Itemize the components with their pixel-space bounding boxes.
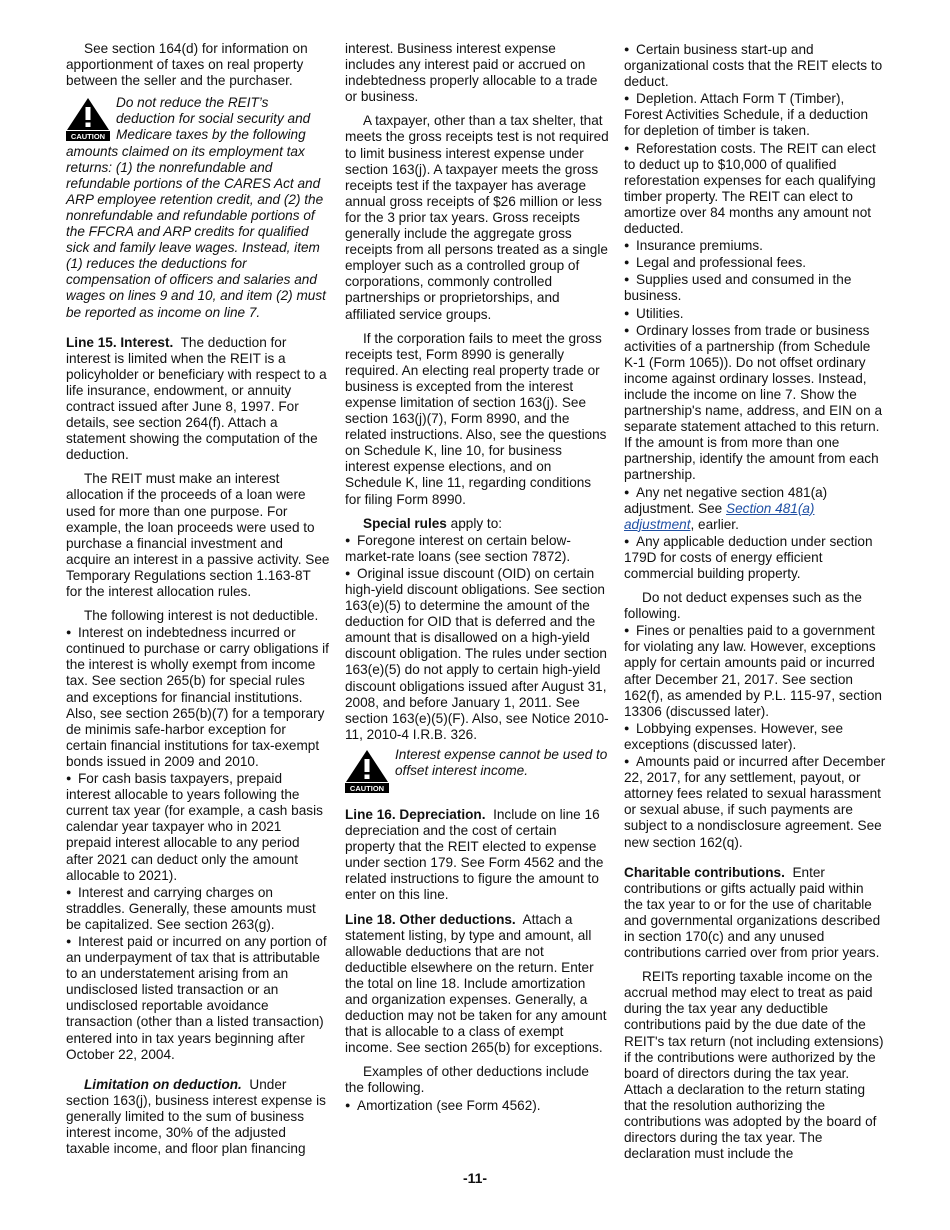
list-item: ● Legal and professional fees. [624, 255, 807, 271]
list-item: ● Ordinary losses from trade or business activities of a partnership (from Schedule K-1 (Form 1065)). Do not offset ordinary income against ordinary losses. Instead, include the income on line 7. Show the partnership's name, address, and EIN on a separate statement attached to this return. If the amount is from more than one partnership, identify the amount from each partnership. [624, 322, 883, 483]
line-18-heading: Line 18. Other deductions. [345, 911, 516, 927]
list-item: ● Lobbying expenses. However, see exceptions (discussed later). [624, 720, 844, 752]
caution-note-1 [66, 95, 330, 320]
bullet-icon: ● [624, 44, 630, 54]
section-481a-link[interactable]: Section 481(a) adjustment [624, 500, 815, 532]
line-16-paragraph: Line 16. Depreciation. Include on line 16 depreciation and the cost of certain property that the REIT elected to expense under section 179. See Form 4562 and the related instructions to figure the amount to enter on this line. [345, 806, 604, 903]
caution-icon [345, 749, 389, 793]
list-item: ● Insurance premiums. [624, 238, 763, 254]
bullet-icon: ● [624, 93, 630, 104]
list-item: ● Any net negative section 481(a) adjustment. See Section 481(a) adjustment, earlier. [624, 484, 828, 532]
bullet-icon: ● [66, 627, 72, 638]
caution-text-1: Do not reduce the REIT’s deduction for social security and Medicare taxes by the following amounts claimed on its employment tax returns: (1) the nonrefundable and refundable portions of the CARES Act and ARP employee retention credit, and (2) the nonrefundable and refundable portions of the FFCRA and ARP credits for qualified sick and family leave wages. Instead, item (1) reduces the deductions for compensation of officers and salaries and wages on lines 9 and 10, and item (2) must be reported as income on line 7. [66, 95, 326, 320]
page-number: -11- [462, 1170, 488, 1186]
bullet-icon: ● [345, 1099, 351, 1110]
line-18-paragraph: Line 18. Other deductions. Attach a statement listing, by type and amount, all allowable deductions that are not deductible elsewhere on the return. Enter the total on line 18. Include amortization and organization expenses. Generally, a deduction may not be taken for any amount that is allocable to a class of exempt income. See section 265(b) for exceptions. [345, 911, 607, 1056]
list-item: ● Depletion. Attach Form T (Timber), Forest Activities Schedule, if a deduction for depletion of timber is taken. [624, 91, 869, 139]
paragraph-taxpayer: A taxpayer, other than a tax shelter, that meets the gross receipts test is not required to limit business interest expense under section 163(j). A taxpayer meets the gross receipts test if the taxpayer has average annual gross receipts of $26 million or less for the 3 prior tax years. Gross receipts generally include the aggregate gross receipts from all persons treated as a single employer such as a controlled group of corporations, commonly controlled partnerships or proprietorships, and affiliated service groups. [345, 113, 609, 322]
line-15-heading: Line 15. Interest. [66, 334, 174, 350]
list-item: ● Amortization (see Form 4562). [345, 1097, 541, 1113]
caution-label: CAUTION [70, 132, 106, 142]
bullet-icon: ● [624, 307, 630, 318]
list-item: ● Certain business start-up and organizational costs that the REIT elects to deduct. [624, 42, 883, 90]
list-item: ● Interest and carrying charges on straddles. Generally, these amounts must be capitalized. See section 263(g). [66, 884, 316, 932]
list-item: ● Foregone interest on certain below-market-rate loans (see section 7872). [345, 532, 571, 564]
line-15-text: The deduction for interest is limited when the REIT is a policyholder or beneficiary with respect to a life insurance, endowment, or annuity contract issued after June 8, 1997. For details, see section 264(f). Attach a statement showing the computation of the deduction. [66, 334, 327, 463]
caution-label: CAUTION [349, 783, 385, 793]
paragraph-examples: Examples of other deductions include the following. [345, 1064, 589, 1096]
limitation-text: Under section 163(j), business interest expense is generally limited to the sum of business interest income, 30% of the adjusted taxable income, and floor plan financing [66, 1076, 326, 1157]
paragraph-do-not-deduct: Do not deduct expenses such as the following. [624, 590, 862, 622]
caution-text-2: Interest expense cannot be used to offset interest income. [395, 746, 608, 779]
bullet-icon: ● [624, 486, 630, 497]
line-16-heading: Line 16. Depreciation. [345, 806, 486, 822]
list-item: ● Any applicable deduction under section 179D for costs of energy efficient commercial building property. [624, 533, 873, 581]
charitable-heading: Charitable contributions. [624, 864, 785, 880]
bullet-icon: ● [624, 240, 630, 251]
bullet-icon: ● [66, 935, 72, 946]
column-3 [624, 41, 886, 1162]
line-15-paragraph [66, 335, 330, 464]
list-item: ● Fines or penalties paid to a government for violating any law. However, exceptions apply for certain amounts paid or incurred after December 21, 2017. See section 162(f), as amended by P.L. 115-97, section 13306 (discussed later). [624, 623, 882, 719]
paragraph-fails: If the corporation fails to meet the gross receipts test, Form 8990 is generally required. An electing real property trade or business is excepted from the interest expense limitation of section 163(j). See section 163(j)(7), Form 8990, and the related instructions. Also, see the questions on Schedule K, line 10, for business interest expense elections, and on Schedule K, line 11, regarding conditions for filing Form 8990. [345, 330, 607, 507]
limitation-paragraph [66, 1077, 330, 1157]
list-item: ● Interest paid or incurred on any portion of an underpayment of tax that is attributable to an understatement arising from an undisclosed listed transaction or an undisclosed reportable avoidance transaction (other than a listed transaction) entered into in tax years beginning after October 22, 2004. [66, 933, 327, 1062]
bullet-icon: ● [345, 567, 351, 578]
paragraph-interest-cont: interest. Business interest expense includes any interest paid or accrued on indebtedness properly allocable to a trade or business. [345, 41, 598, 105]
bullet-icon: ● [624, 722, 630, 733]
bullet-icon: ● [624, 625, 630, 636]
list-item: ● Utilities. [624, 305, 684, 321]
column-2 [345, 41, 609, 1114]
bullet-icon: ● [345, 534, 351, 545]
list-item: ● Original issue discount (OID) on certain high-yield discount obligations. See section 163(e)(5) to determine the amount of the deduction for OID that is deferred and the amount that is disallowed on a high-yield discount obligation. The rules under section 163(e)(5) do not apply to certain high-yield discount obligations issued after August 31, 2008, and before January 1, 2011. See section 163(e)(5)(F). Also, see Notice 2010-11, 2010-4 I.R.B. 326. [345, 565, 609, 742]
bullet-icon: ● [66, 773, 72, 784]
caution-note-2 [345, 747, 609, 793]
list-item: ● Supplies used and consumed in the business. [624, 272, 852, 304]
bullet-icon: ● [624, 142, 630, 153]
paragraph-allocation: The REIT must make an interest allocation if the proceeds of a loan were used for more than one purpose. For example, the loan proceeds were used to purchase a financial investment and acquire an interest in a passive activity. See Temporary Regulations section 1.163-8T for the interest allocation rules. [66, 471, 330, 599]
paragraph-not-deductible: The following interest is not deductible. [84, 608, 319, 624]
bullet-icon: ● [624, 535, 630, 546]
bullet-icon: ● [66, 886, 72, 897]
list-item: ● Reforestation costs. The REIT can elect to deduct up to $10,000 of qualified reforestation expenses for each qualifying timber property. The REIT can elect to amortize over 84 months any amount not deducted. [624, 140, 876, 237]
charitable-paragraph: Charitable contributions. Enter contributions or gifts actually paid within the tax year to or for the use of charitable and governmental organizations described in section 170(c) and any unused contributions carried over from prior years. [624, 864, 881, 961]
special-rules-paragraph: Special rules apply to: [363, 515, 503, 531]
limitation-heading: Limitation on deduction. [84, 1076, 242, 1092]
list-item: ● Interest on indebtedness incurred or continued to purchase or carry obligations if the interest is wholly exempt from income tax. See section 265(b) for special rules and exceptions for financial institutions. Also, see section 265(b)(7) for a temporary de minimis safe-harbor exception for certain financial institutions for tax-exempt bonds issued in 2009 and 2010. [66, 625, 329, 769]
paragraph-reits: REITs reporting taxable income on the accrual method may elect to treat as paid during the tax year any deductible contributions paid by the due date of the REIT's tax return (not including extensions) if the contributions were authorized by the board of directors during the tax year. Attach a declaration to the return stating that the resolution authorizing the contributions was adopted by the board of directors during the tax year. The declaration must include the [624, 969, 884, 1162]
special-rules-heading: Special rules [363, 515, 447, 531]
paragraph-seller: See section 164(d) for information on apportionment of taxes on real property between the seller and the purchaser. [66, 41, 308, 89]
list-item: ● For cash basis taxpayers, prepaid interest allocable to years following the current tax year (for example, a cash basis calendar year taxpayer who in 2021 prepaid interest allocable to any period after 2021 can deduct only the amount allocable to 2021). [66, 771, 323, 883]
bullet-icon: ● [624, 257, 630, 268]
bullet-icon: ● [624, 756, 630, 767]
bullet-icon: ● [624, 274, 630, 285]
column-1 [66, 41, 330, 1157]
caution-icon [66, 97, 110, 141]
bullet-icon: ● [624, 324, 630, 335]
list-item: ● Amounts paid or incurred after December 22, 2017, for any settlement, payout, or attorney fees related to sexual harassment or sexual abuse, if such payments are subject to a nondisclosure agreement. See new section 162(q). [624, 754, 886, 850]
